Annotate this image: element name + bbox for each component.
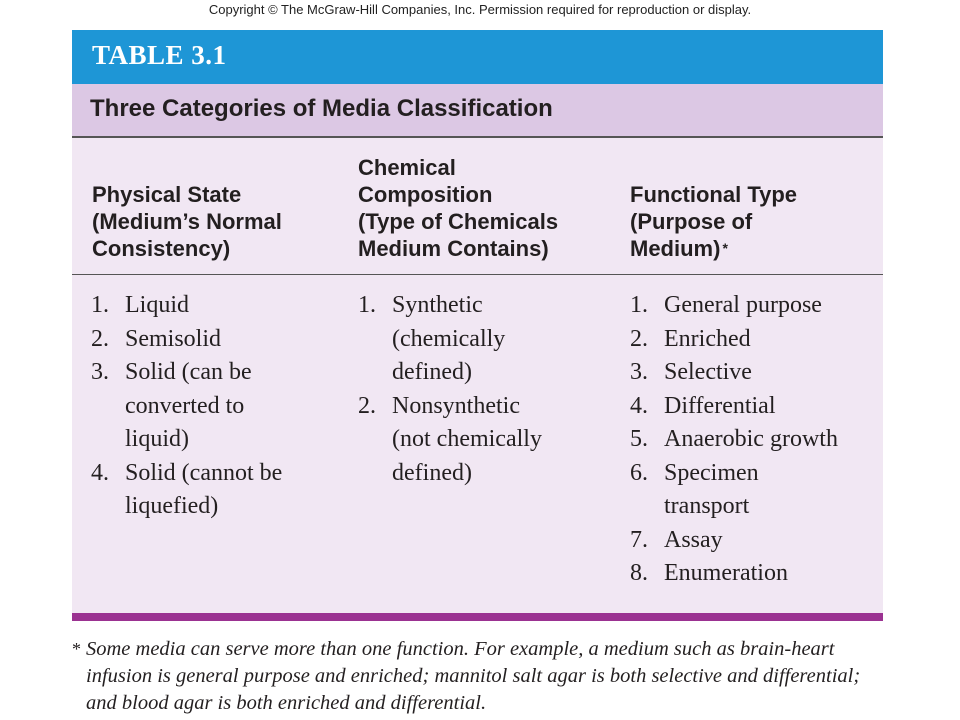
item-text: Differential	[664, 392, 776, 419]
item-number: 1.	[630, 292, 648, 318]
item-text: Nonsynthetic (not chemically defined)	[392, 392, 542, 486]
item-number: 4.	[91, 459, 109, 486]
table-label: TABLE 3.1	[92, 40, 227, 70]
item-text: Liquid	[125, 292, 189, 318]
item-number: 1.	[358, 292, 376, 318]
item-number: 2.	[358, 392, 376, 419]
item-text: General purpose	[664, 292, 822, 318]
item-number: 6.	[630, 459, 648, 486]
item-number: 4.	[630, 392, 648, 419]
footnote-text: Some media can serve more than one function. For example, a medium such as brain-heart infusion is general purpose and enriched; mannitol salt agar is both selective and differential; and blood agar is both enriched and differential.	[86, 638, 861, 714]
table-title: Three Categories of Media Classification	[90, 95, 553, 122]
item-text: Enumeration	[664, 560, 788, 586]
footnote-star-marker: *	[72, 639, 81, 659]
table-bottom-rule	[72, 613, 883, 621]
item-text: Enriched	[664, 325, 751, 352]
item-number: 3.	[630, 359, 648, 385]
column-heading-text: Chemical Composition (Type of Chemicals Medium Contains)	[358, 155, 559, 261]
item-number: 2.	[630, 325, 648, 352]
physical-state-list	[91, 289, 282, 524]
column-heading-chemical-composition	[358, 127, 558, 262]
table-label-banner	[72, 30, 883, 84]
list-item	[91, 457, 282, 524]
chemical-composition-list	[358, 289, 542, 490]
list-item	[630, 390, 838, 424]
list-item	[630, 557, 838, 591]
list-item	[91, 289, 282, 323]
column-heading-text: Functional Type (Purpose of Medium)	[630, 182, 798, 261]
item-number: 7.	[630, 526, 648, 553]
list-item	[630, 323, 838, 357]
column-header-row	[72, 138, 883, 275]
item-number: 8.	[630, 560, 648, 586]
list-item	[630, 457, 838, 524]
list-item	[630, 423, 838, 457]
functional-type-list	[630, 289, 838, 591]
list-item	[91, 323, 282, 357]
column-heading-functional-type	[630, 154, 797, 262]
table-body	[72, 138, 883, 613]
list-item	[630, 289, 838, 323]
item-number: 3.	[91, 359, 109, 385]
item-text: Semisolid	[125, 325, 222, 352]
list-item	[358, 289, 542, 390]
column-heading-text: Physical State (Medium’s Normal Consistency)	[92, 182, 282, 261]
item-number: 1.	[91, 292, 109, 318]
item-text: Solid (cannot be liquefied)	[125, 459, 283, 519]
column-heading-physical-state	[92, 154, 282, 262]
item-text: Synthetic (chemically defined)	[392, 292, 506, 385]
item-number: 2.	[91, 325, 109, 352]
list-item	[358, 390, 542, 491]
copyright-notice: Copyright © The McGraw-Hill Companies, Inc. Permission required for reproduction or display.	[208, 2, 752, 17]
item-text: Anaerobic growth	[664, 426, 838, 452]
item-text: Specimen transport	[664, 459, 759, 519]
item-text: Assay	[664, 526, 723, 553]
table-footnote	[72, 636, 888, 717]
item-number: 5.	[630, 426, 648, 452]
item-text: Selective	[664, 359, 752, 385]
list-item	[630, 524, 838, 558]
footnote-marker-star: *	[722, 240, 728, 256]
list-item	[91, 356, 282, 457]
item-text: Solid (can be converted to liquid)	[125, 359, 252, 452]
list-item	[630, 356, 838, 390]
